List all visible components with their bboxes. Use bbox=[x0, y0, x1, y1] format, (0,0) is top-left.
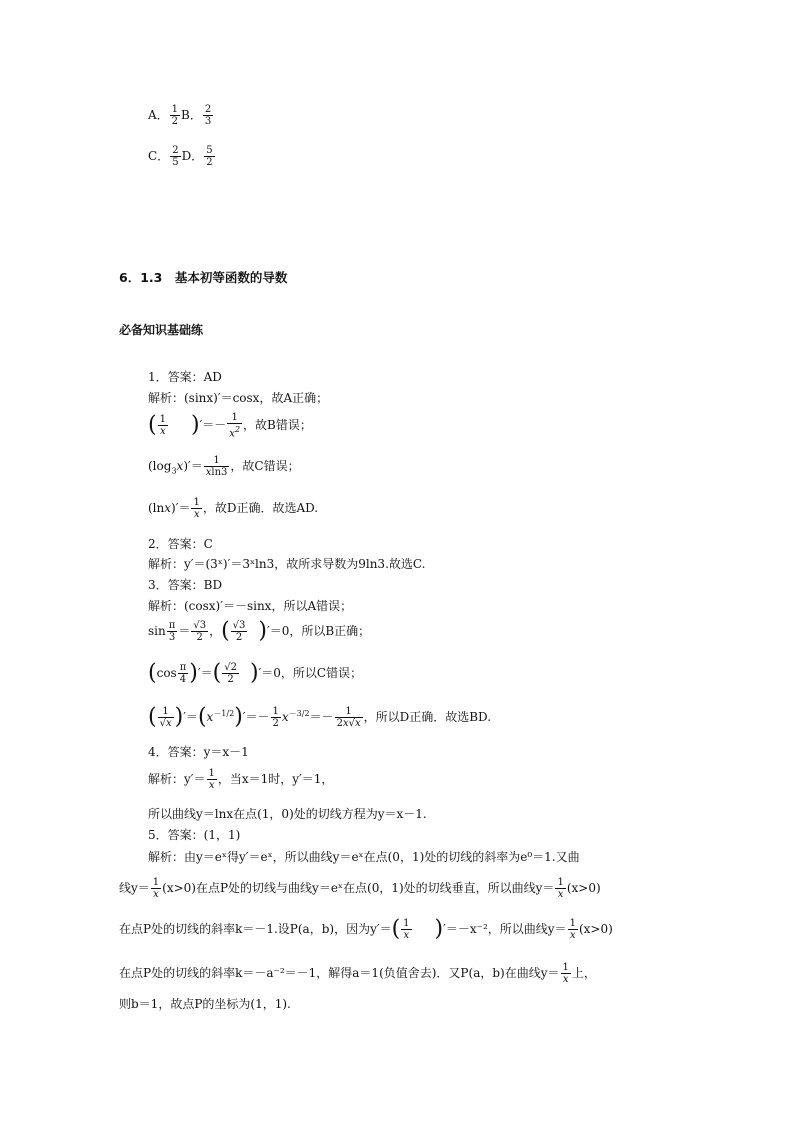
q1-line1: 解析：(sinx)′＝cosx，故A正确； bbox=[148, 391, 329, 405]
option-a-fraction: $\frac{1}{2}$ bbox=[171, 104, 179, 127]
option-a-label: A． bbox=[148, 108, 169, 122]
q3-line4: ( $\frac{1}{√x}$ )$'=(x^{-1/2})'=-$ $\frac{1}{2}$ $x^{-3/2}=-$ $\frac{1}{2x√x}$ ，所以D正确．故选BD. bbox=[148, 704, 492, 730]
option-row-ab bbox=[148, 104, 214, 127]
q3-line3: (cos $\frac{\pi}{4}$ )′＝( $\frac{√2}{2}$ )′＝0，所以C错误； bbox=[148, 660, 363, 686]
q5-line2: 线y＝ $\frac{1}{x}$ (x>0)在点P处的切线与曲线y＝eˣ在点(0，1)处的切线垂直，所以曲线y＝ $\frac{1}{x}$ (x>0) bbox=[119, 877, 601, 900]
q2-line1: 解析：y′＝(3ˣ)′＝3ˣln3，故所求导数为9ln3.故选C. bbox=[148, 557, 426, 571]
q5-line3: 在点P处的切线的斜率k＝－1.设P(a，b)，因为y′＝( $\frac{1}{x}$ )′＝－x⁻²，所以曲线y＝ $\frac{1}{x}$ (x>0) bbox=[119, 916, 613, 942]
q5-line4: 在点P处的切线的斜率k＝－a⁻²＝－1，解得a＝1(负值舍去)．又P(a，b)在曲线y＝ $\frac{1}{x}$ 上， bbox=[119, 962, 596, 985]
q5-answer: 5．答案：(1，1) bbox=[148, 828, 241, 842]
option-c-fraction: $\frac{2}{5}$ bbox=[172, 145, 179, 168]
option-d-label: D． bbox=[181, 149, 204, 163]
section-title: 6．1.3 基本初等函数的导数 bbox=[119, 270, 288, 285]
q1-line4: (lnx)′＝ $\frac{1}{x}$ ，故D正确．故选AD. bbox=[148, 497, 319, 520]
q5-line5: 则b＝1，故点P的坐标为(1，1). bbox=[119, 997, 291, 1011]
q3-line2: sin $\frac{\pi}{3}$ ＝ $\frac{√3}{2}$ ，( $\frac{√3}{2}$ )′＝0，所以B正确； bbox=[148, 618, 371, 644]
option-b-label: B． bbox=[181, 108, 202, 122]
option-b-fraction: $\frac{2}{3}$ bbox=[204, 104, 212, 127]
q1-answer: 1．答案：AD bbox=[148, 370, 222, 384]
q1-line3: $(\log_3x)'=$ $\frac{1}{xln3}$ ，故C错误； bbox=[148, 455, 300, 478]
q1-line2: ( $\frac{1}{x}$ )′＝－ $\frac{1}{x^2}$ ，故B错误； bbox=[148, 412, 312, 440]
q5-line1: 解析：由y＝eˣ得y′＝eˣ，所以曲线y＝eˣ在点(0，1)处的切线的斜率为e⁰＝1.又曲 bbox=[148, 850, 580, 864]
q4-answer: 4．答案：y＝x－1 bbox=[148, 745, 249, 759]
option-row-cd bbox=[148, 145, 216, 168]
q2-answer: 2．答案：C bbox=[148, 537, 213, 551]
q3-answer: 3．答案：BD bbox=[148, 578, 223, 592]
subsection-title: 必备知识基础练 bbox=[119, 323, 204, 337]
option-c-label: C． bbox=[148, 149, 170, 163]
q4-line1: 解析：y′＝ $\frac{1}{x}$ ，当x＝1时，y′＝1， bbox=[148, 768, 334, 791]
option-d-fraction: $\frac{5}{2}$ bbox=[206, 145, 213, 168]
q3-line1: 解析：(cosx)′＝－sinx，所以A错误； bbox=[148, 599, 353, 613]
q4-line2: 所以曲线y＝lnx在点(1，0)处的切线方程为y＝x－1. bbox=[148, 807, 427, 821]
